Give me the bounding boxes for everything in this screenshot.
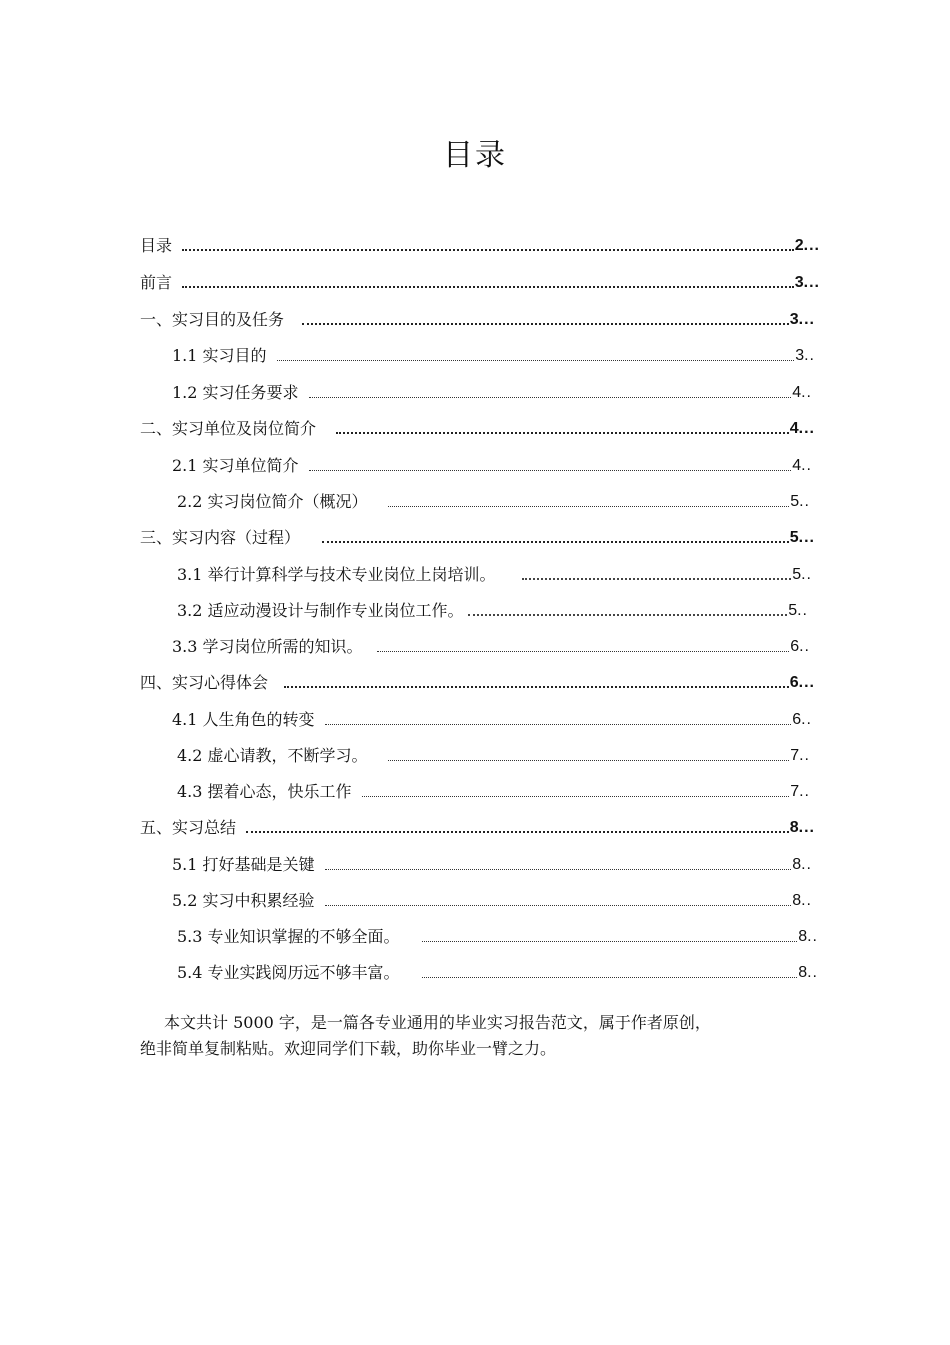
toc-entry-page-number: 5: [792, 566, 802, 583]
toc-entry[interactable]: [172, 379, 812, 403]
toc-entry-label: 5.1 打好基础是关键: [172, 855, 315, 874]
page-title: 目录: [443, 138, 507, 173]
toc-dot-leader: [309, 396, 792, 398]
toc-trailing-dots: ...: [798, 819, 815, 836]
toc-dot-leader: [377, 650, 790, 652]
toc-entry-page-number: 8: [798, 928, 808, 945]
toc-entry[interactable]: [172, 706, 812, 730]
toc-entry-label: 4.3 摆着心态，快乐工作: [177, 782, 352, 801]
toc-entry-page-number: 7: [790, 783, 800, 800]
toc-entry-page-number: 8: [798, 964, 808, 981]
toc-dot-leader: [322, 540, 789, 543]
toc-dot-leader: [422, 976, 798, 978]
toc-trailing-dots: ...: [803, 237, 820, 254]
toc-entry-page-number: 3: [795, 347, 805, 364]
toc-trailing-dots: ..: [799, 747, 810, 764]
toc-trailing-dots: ..: [801, 457, 812, 474]
toc-entry[interactable]: [140, 524, 815, 548]
toc-trailing-dots: ..: [801, 892, 812, 909]
toc-trailing-dots: ...: [798, 420, 815, 437]
summary-note: [140, 1010, 780, 1062]
toc-dot-leader: [182, 248, 794, 251]
toc-entry[interactable]: [177, 597, 808, 621]
toc-entry-label: 3.3 学习岗位所需的知识。: [172, 637, 363, 656]
toc-trailing-dots: ..: [807, 928, 818, 945]
toc-trailing-dots: ...: [803, 274, 820, 291]
toc-entry-label: 5.3 专业知识掌握的不够全面。: [177, 927, 400, 946]
toc-trailing-dots: ..: [799, 493, 810, 510]
toc-entry-label: 4.1 人生角色的转变: [172, 710, 315, 729]
toc-trailing-dots: ...: [798, 674, 815, 691]
toc-trailing-dots: ..: [801, 711, 812, 728]
toc-entry-label: 1.2 实习任务要求: [172, 383, 299, 402]
toc-entry[interactable]: [177, 561, 812, 585]
toc-entry-page-number: 2: [794, 237, 804, 254]
toc-trailing-dots: ..: [799, 783, 810, 800]
toc-entry-label: 三、实习内容（过程）: [140, 528, 301, 547]
toc-dot-leader: [468, 613, 788, 616]
toc-entry-label: 1.1 实习目的: [172, 346, 267, 365]
toc-trailing-dots: ...: [798, 311, 815, 328]
toc-entry-page-number: 6: [792, 711, 802, 728]
toc-dot-leader: [325, 904, 792, 906]
toc-dot-leader: [325, 868, 792, 870]
toc-entry-page-number: 3: [789, 311, 799, 328]
toc-dot-leader: [522, 577, 792, 580]
toc-trailing-dots: ..: [799, 638, 810, 655]
table-of-contents: [0, 230, 950, 990]
toc-entry-label: 5.4 专业实践阅历远不够丰富。: [177, 963, 400, 982]
toc-entry[interactable]: [172, 633, 810, 657]
toc-dot-leader: [362, 795, 790, 797]
toc-trailing-dots: ..: [801, 566, 812, 583]
toc-entry[interactable]: [177, 778, 810, 802]
toc-trailing-dots: ...: [798, 529, 815, 546]
toc-entry-page-number: 8: [789, 819, 799, 836]
toc-dot-leader: [246, 830, 789, 833]
toc-entry-label: 5.2 实习中积累经验: [172, 891, 315, 910]
toc-entry-page-number: 8: [792, 892, 802, 909]
toc-entry[interactable]: [177, 742, 810, 766]
toc-dot-leader: [388, 759, 790, 761]
toc-entry[interactable]: [140, 232, 820, 256]
toc-entry[interactable]: [172, 887, 812, 911]
toc-entry-label: 3.2 适应动漫设计与制作专业岗位工作。: [177, 601, 464, 620]
toc-entry-page-number: 5: [790, 493, 800, 510]
toc-entry-label: 前言: [140, 273, 173, 292]
toc-entry[interactable]: [140, 415, 815, 439]
toc-dot-leader: [422, 940, 798, 942]
toc-entry[interactable]: [140, 814, 815, 838]
toc-trailing-dots: ..: [804, 347, 815, 364]
toc-entry-label: 四、实习心得体会: [140, 673, 269, 692]
toc-entry[interactable]: [140, 306, 815, 330]
toc-entry[interactable]: [177, 488, 810, 512]
toc-entry-label: 一、实习目的及任务: [140, 310, 285, 329]
toc-trailing-dots: ..: [801, 856, 812, 873]
toc-dot-leader: [277, 359, 795, 361]
toc-entry-label: 3.1 举行计算科学与技术专业岗位上岗培训。: [177, 565, 496, 584]
summary-note-line-1: 本文共计 5000 字，是一篇各专业通用的毕业实习报告范文，属于作者原创，: [164, 1013, 711, 1032]
toc-dot-leader: [302, 322, 789, 325]
toc-entry[interactable]: [177, 959, 818, 983]
toc-trailing-dots: ..: [807, 964, 818, 981]
toc-entry-page-number: 4: [789, 420, 799, 437]
toc-entry-label: 五、实习总结: [140, 818, 237, 837]
toc-dot-leader: [388, 505, 790, 507]
toc-entry-page-number: 5: [788, 602, 798, 619]
toc-entry[interactable]: [140, 269, 820, 293]
toc-trailing-dots: ..: [797, 602, 808, 619]
toc-entry-page-number: 6: [789, 674, 799, 691]
toc-entry[interactable]: [172, 452, 812, 476]
toc-entry-page-number: 4: [792, 457, 802, 474]
toc-entry-label: 二、实习单位及岗位简介: [140, 419, 317, 438]
toc-trailing-dots: ..: [801, 384, 812, 401]
toc-entry[interactable]: [140, 669, 815, 693]
toc-entry[interactable]: [177, 923, 818, 947]
toc-entry[interactable]: [172, 342, 815, 366]
toc-entry-label: 2.1 实习单位简介: [172, 456, 299, 475]
toc-entry[interactable]: [172, 851, 812, 875]
toc-entry-page-number: 4: [792, 384, 802, 401]
toc-entry-page-number: 6: [790, 638, 800, 655]
toc-dot-leader: [336, 431, 789, 434]
toc-entry-page-number: 5: [789, 529, 799, 546]
summary-note-line-2: 绝非简单复制粘贴。欢迎同学们下载，助你毕业一臂之力。: [140, 1039, 557, 1058]
toc-entry-label: 2.2 实习岗位简介（概况）: [177, 492, 368, 511]
toc-entry-page-number: 7: [790, 747, 800, 764]
toc-entry-label: 目录: [140, 236, 173, 255]
toc-entry-label: 4.2 虚心请教，不断学习。: [177, 746, 368, 765]
toc-dot-leader: [325, 723, 792, 725]
toc-entry-page-number: 8: [792, 856, 802, 873]
toc-dot-leader: [309, 469, 792, 471]
toc-dot-leader: [284, 685, 789, 688]
toc-entry-page-number: 3: [794, 274, 804, 291]
toc-dot-leader: [182, 285, 794, 288]
